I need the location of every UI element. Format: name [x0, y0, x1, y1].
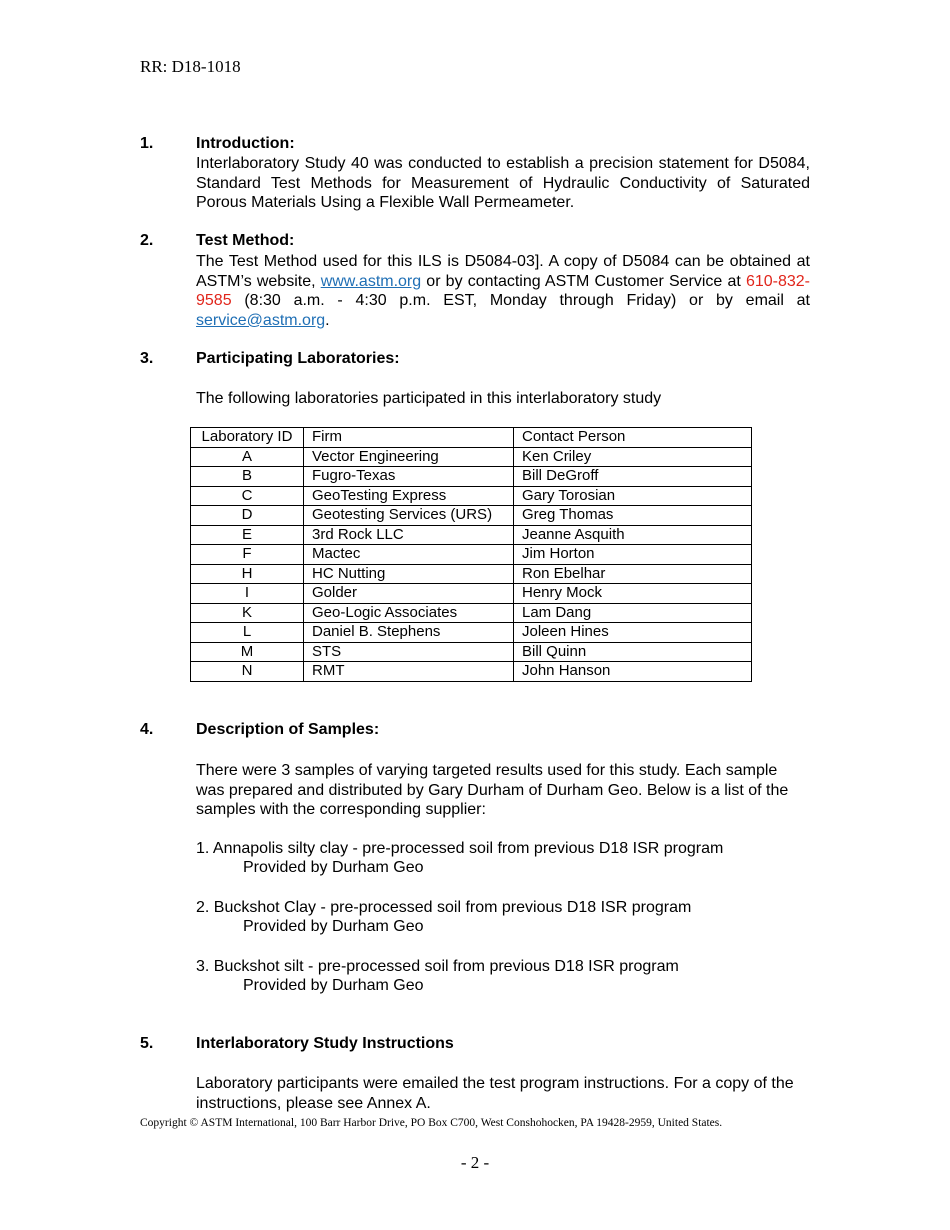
- table-row: [191, 506, 752, 526]
- section-2-number: 2.: [140, 232, 154, 249]
- copyright-footer: Copyright © ASTM International, 100 Barr Harbor Drive, PO Box C700, West Conshohocken, PA 19428-2959, United States.: [140, 1117, 723, 1129]
- contact-cell: Jim Horton: [514, 545, 752, 565]
- firm-cell: STS: [304, 642, 514, 662]
- contact-cell: Joleen Hines: [514, 623, 752, 643]
- table-row: [191, 662, 752, 682]
- contact-cell: Henry Mock: [514, 584, 752, 604]
- section-2-text-a: The Test Method used for this ILS is D5084-03]. A copy of D5084 can be obtained at ASTM’s website,: [196, 253, 810, 290]
- column-header-lab-id: Laboratory ID: [191, 428, 304, 448]
- firm-cell: Daniel B. Stephens: [304, 623, 514, 643]
- section-4-text: There were 3 samples of varying targeted results used for this study. Each sample was prepared and distributed by Gary Durham of Durham Geo. Below is a list of the samples with the corresponding supplier:: [196, 762, 789, 818]
- table-row: [191, 486, 752, 506]
- contact-cell: Bill DeGroff: [514, 467, 752, 487]
- lab-id-cell: A: [191, 447, 304, 467]
- customer-service-phone: 610-832-9585: [196, 272, 810, 310]
- contact-cell: Gary Torosian: [514, 486, 752, 506]
- lab-id-cell: L: [191, 623, 304, 643]
- section-2-text-c: (8:30 a.m. - 4:30 p.m. EST, Monday through Friday) or by email at: [231, 292, 810, 310]
- firm-cell: Fugro-Texas: [304, 467, 514, 487]
- firm-cell: Mactec: [304, 545, 514, 565]
- firm-cell: Golder: [304, 584, 514, 604]
- section-4-title: Description of Samples:: [196, 721, 380, 738]
- table-header-row: [191, 428, 752, 448]
- table-row: [191, 584, 752, 604]
- firm-cell: Vector Engineering: [304, 447, 514, 467]
- contact-cell: Ron Ebelhar: [514, 564, 752, 584]
- lab-id-cell: C: [191, 486, 304, 506]
- lab-id-cell: D: [191, 506, 304, 526]
- lab-id-cell: B: [191, 467, 304, 487]
- column-header-contact: Contact Person: [514, 428, 752, 448]
- section-2-title: Test Method:: [196, 232, 295, 249]
- lab-id-cell: N: [191, 662, 304, 682]
- contact-cell: Bill Quinn: [514, 642, 752, 662]
- contact-cell: Jeanne Asquith: [514, 525, 752, 545]
- lab-id-cell: F: [191, 545, 304, 565]
- laboratories-table: [190, 427, 752, 682]
- table-row: [191, 564, 752, 584]
- section-1-number: 1.: [140, 135, 154, 152]
- table-row: [191, 447, 752, 467]
- table-row: [191, 623, 752, 643]
- sample-item-3-supplier: Provided by Durham Geo: [243, 977, 424, 994]
- section-1-text: Interlaboratory Study 40 was conducted to establish a precision statement for D5084, Standard Test Methods for Measurement of Hydraulic Conductivity of Saturated Porous Materials Using a Flexible Wall Permeameter.: [196, 155, 810, 212]
- firm-cell: Geotesting Services (URS): [304, 506, 514, 526]
- section-5-number: 5.: [140, 1035, 154, 1052]
- table-row: [191, 603, 752, 623]
- lab-id-cell: M: [191, 642, 304, 662]
- section-4-number: 4.: [140, 721, 154, 738]
- sample-item-1-supplier: Provided by Durham Geo: [243, 859, 424, 876]
- table-row: [191, 467, 752, 487]
- section-1-title: Introduction:: [196, 135, 295, 152]
- contact-cell: Ken Criley: [514, 447, 752, 467]
- lab-id-cell: H: [191, 564, 304, 584]
- firm-cell: RMT: [304, 662, 514, 682]
- contact-cell: Greg Thomas: [514, 506, 752, 526]
- table-row: [191, 545, 752, 565]
- sample-item-1: 1. Annapolis silty clay - pre-processed soil from previous D18 ISR program: [196, 840, 724, 857]
- section-3-title: Participating Laboratories:: [196, 350, 400, 367]
- section-5-title: Interlaboratory Study Instructions: [196, 1035, 454, 1052]
- column-header-firm: Firm: [304, 428, 514, 448]
- firm-cell: 3rd Rock LLC: [304, 525, 514, 545]
- lab-id-cell: I: [191, 584, 304, 604]
- lab-id-cell: K: [191, 603, 304, 623]
- table-row: [191, 525, 752, 545]
- section-3-number: 3.: [140, 350, 154, 367]
- astm-website-link[interactable]: www.astm.org: [320, 272, 422, 290]
- contact-cell: Lam Dang: [514, 603, 752, 623]
- contact-cell: John Hanson: [514, 662, 752, 682]
- sample-item-3: 3. Buckshot silt - pre-processed soil from previous D18 ISR program: [196, 958, 679, 975]
- firm-cell: HC Nutting: [304, 564, 514, 584]
- section-3-intro: The following laboratories participated in this interlaboratory study: [196, 390, 662, 407]
- service-email-link[interactable]: service@astm.org: [196, 311, 326, 329]
- table-row: [191, 642, 752, 662]
- section-5-text: Laboratory participants were emailed the test program instructions. For a copy of the instructions, please see Annex A.: [196, 1075, 794, 1112]
- lab-id-cell: E: [191, 525, 304, 545]
- firm-cell: Geo-Logic Associates: [304, 603, 514, 623]
- firm-cell: GeoTesting Express: [304, 486, 514, 506]
- section-2-text-b: or by contacting ASTM Customer Service at: [421, 272, 746, 290]
- sample-item-2-supplier: Provided by Durham Geo: [243, 918, 424, 935]
- section-2-text-d: .: [325, 311, 330, 329]
- section-2-text: [196, 252, 810, 330]
- document-header: RR: D18-1018: [140, 57, 241, 76]
- sample-item-2: 2. Buckshot Clay - pre-processed soil from previous D18 ISR program: [196, 899, 692, 916]
- page-number: - 2 -: [460, 1153, 490, 1172]
